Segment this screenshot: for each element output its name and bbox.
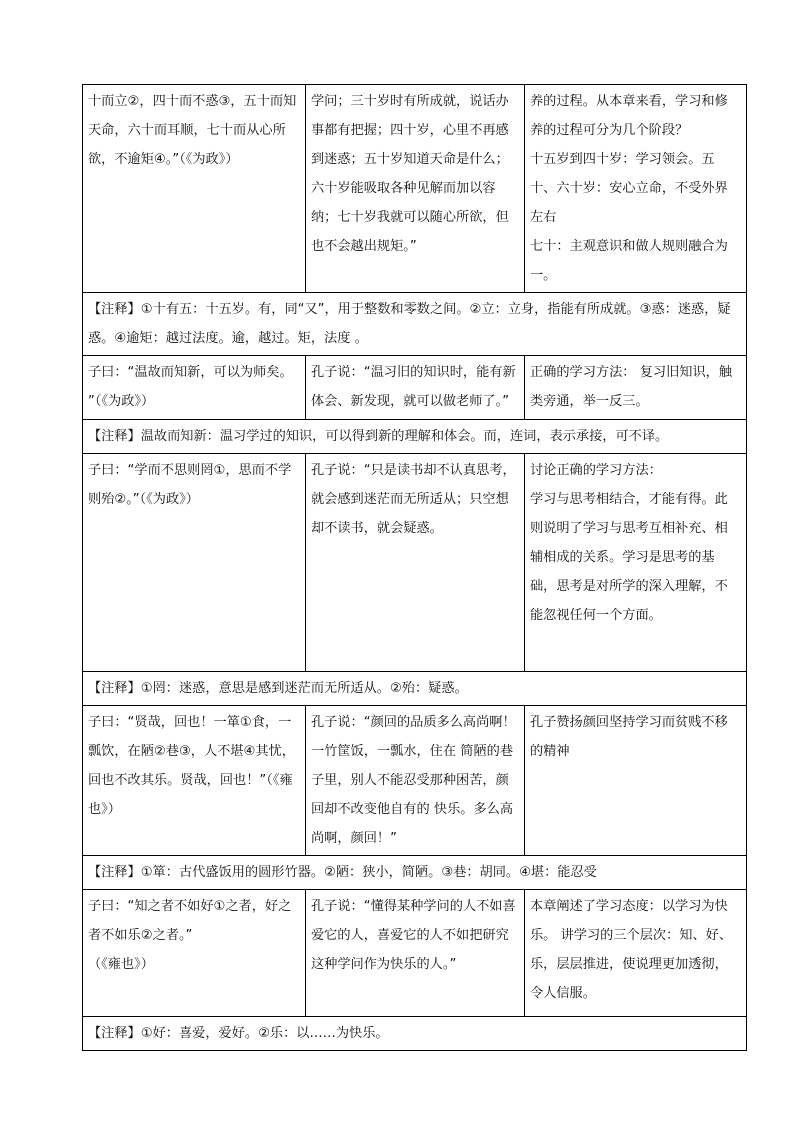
note-row xyxy=(83,672,747,706)
note-text: 温故而知新：温习学过的知识，可以得到新的理解和体会。而，连词，表示承接，可不译。 xyxy=(140,429,669,444)
analysis-text: 正确的学习方法： 复习旧知识，触类旁通，举一反三。 xyxy=(530,365,733,409)
translation-cell xyxy=(306,356,525,420)
note-cell xyxy=(83,672,747,706)
original-text: 子曰：“温故而知新，可以为师矣。 ”（《为政》） xyxy=(88,365,297,409)
translation-cell xyxy=(306,85,525,293)
translation-text: 孔子说：“颜回的品质多么高尚啊！一竹筐饭，一瓢水，住在 简陋的巷子里，别人不能忍受那种困苦，颜回却不改变他自有的 快乐。多么高尚啊，颜回！” xyxy=(311,715,516,846)
original-text-cell xyxy=(83,706,306,856)
note-text: ①好：喜爱，爱好。②乐：以……为快乐。 xyxy=(140,1026,389,1041)
note-text: ①罔：迷惑，意思是感到迷茫而无所适从。②殆：疑惑。 xyxy=(140,681,468,696)
analysis-cell xyxy=(525,454,747,672)
note-label: 【注释】 xyxy=(88,302,141,317)
translation-text: 孔子说：“温习旧的知识时，能有新体会、新发现，就可以做老师了。” xyxy=(311,365,516,409)
original-text-cell xyxy=(83,454,306,672)
note-cell xyxy=(83,293,747,356)
note-label: 【注释】 xyxy=(88,865,141,880)
original-text-cell xyxy=(83,356,306,420)
original-text: 子曰：“知之者不如好①之者，好之者不如乐②之者。” （《雍也》） xyxy=(88,899,292,972)
original-text-cell xyxy=(83,890,306,1017)
translation-text: 孔子说：“只是读书却不认真思考，就会感到迷茫而无所适从；只空想却不读书，就会疑惑。 xyxy=(311,463,516,536)
note-label: 【注释】 xyxy=(88,429,141,444)
table-row xyxy=(83,454,747,672)
translation-cell xyxy=(306,454,525,672)
note-row xyxy=(83,293,747,356)
translation-cell xyxy=(306,890,525,1017)
note-cell xyxy=(83,856,747,890)
original-text-cell xyxy=(83,85,306,293)
table-row xyxy=(83,356,747,420)
note-label: 【注释】 xyxy=(88,681,141,696)
translation-text: 学问；三十岁时有所成就，说话办事都有把握；四十岁，心里不再感到迷惑；五十岁知道天命是什么；六十岁能吸取各种见解而加以容纳；七十岁我就可以随心所欲，但也不会越出规矩。” xyxy=(311,94,509,254)
analysis-cell xyxy=(525,890,747,1017)
table-row xyxy=(83,890,747,1017)
analysis-cell xyxy=(525,356,747,420)
note-row xyxy=(83,1017,747,1051)
analysis-text: 讨论正确的学习方法： 学习与思考相结合，才能有得。此则说明了学习与思考互相补充、相辅相成的关系。学习是思考的基础，思考是对所学的深入理解，不能忽视任何一个方面。 xyxy=(530,463,728,623)
analysis-text: 本章阐述了学习态度：以学习为快乐。 讲学习的三个层次：知、好、乐，层层推进，使说理更加透彻，令人信服。 xyxy=(530,899,733,1001)
note-text: ①十有五：十五岁。有，同“又”，用于整数和零数之间。②立：立身，指能有所成就。③惑：迷惑，疑惑。④逾矩：越过法度。逾，越过。矩，法度 。 xyxy=(88,302,731,346)
analysis-cell xyxy=(525,85,747,293)
original-text: 子曰：“贤哉，回也！一箪①食，一瓢饮，在陋②巷③，人不堪④其忧，回也不改其乐。贤哉，回也！”（《雍也》） xyxy=(88,715,295,817)
table-row xyxy=(83,706,747,856)
note-text: ①箪：古代盛饭用的圆形竹器。②陋：狭小，简陋。③巷：胡同。④堪：能忍受 xyxy=(140,865,597,880)
note-cell xyxy=(83,1017,747,1051)
note-label: 【注释】 xyxy=(88,1026,141,1041)
note-cell xyxy=(83,420,747,454)
translation-text: 孔子说：“懂得某种学问的人不如喜爱它的人，喜爱它的人不如把研究这种学问作为快乐的人。” xyxy=(311,899,516,972)
original-text: 十而立②，四十而不惑③，五十而知天命，六十而耳顺，七十而从心所欲，不逾矩④。”（《为政》） xyxy=(88,94,297,167)
analysis-cell xyxy=(525,706,747,856)
translation-cell xyxy=(306,706,525,856)
analysis-text: 养的过程。从本章来看，学习和修养的过程可分为几个阶段？ 十五岁到四十岁：学习领会。五十、六十岁：安心立命，不受外界左右 七十：主观意识和做人规则融合为一。 xyxy=(530,94,728,283)
analysis-text: 孔子赞扬颜回坚持学习而贫贱不移的精神 xyxy=(530,715,728,759)
note-row xyxy=(83,420,747,454)
original-text: 子曰：“学而不思则罔①，思而不学则殆②。”（《为政》） xyxy=(88,463,292,507)
note-row xyxy=(83,856,747,890)
lunyu-table xyxy=(82,84,747,1051)
table-row xyxy=(83,85,747,293)
